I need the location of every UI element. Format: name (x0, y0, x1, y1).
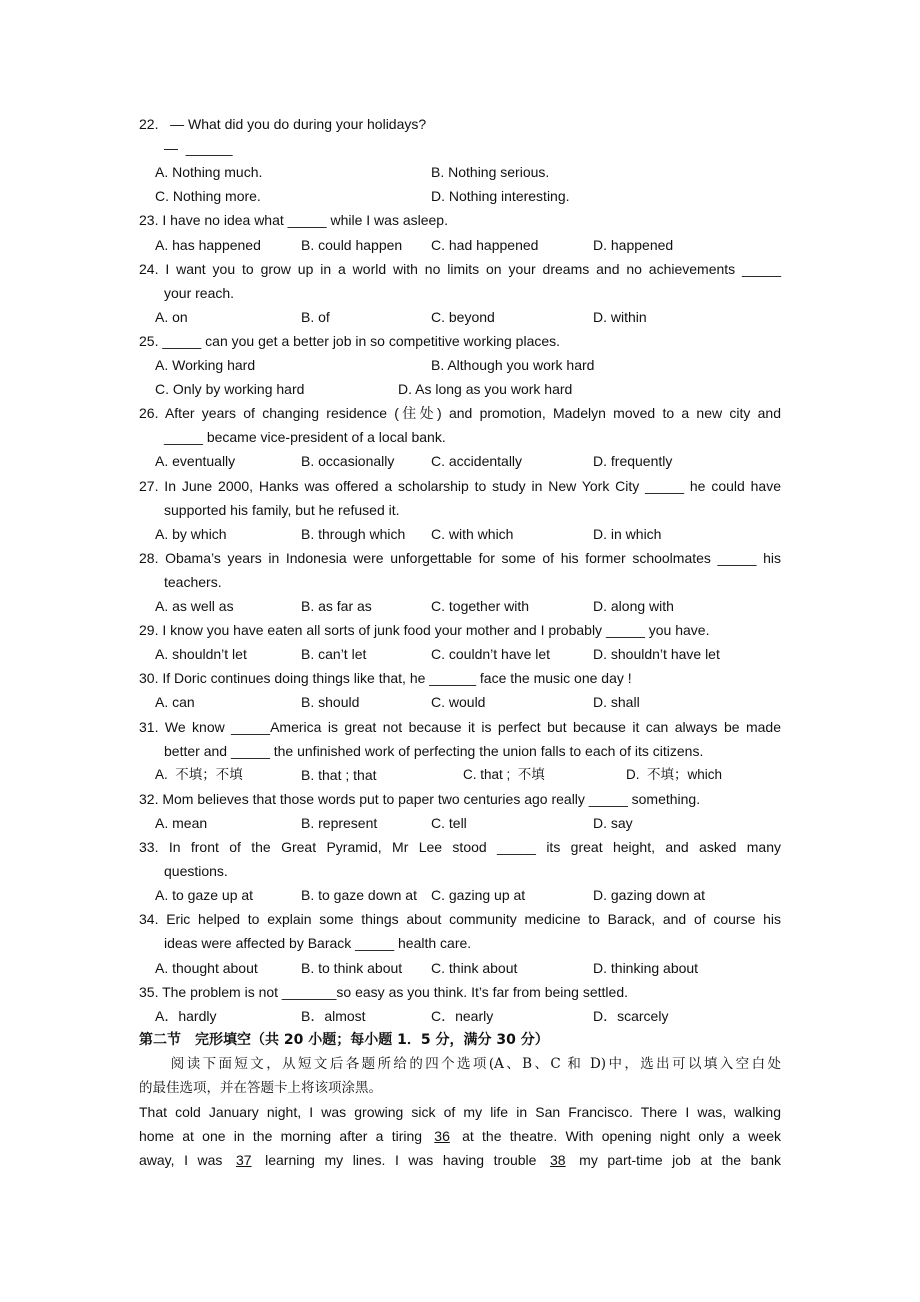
passage-line (139, 1102, 781, 1122)
answer-option: D. say (593, 814, 633, 831)
answer-option: A. shouldn’t let (155, 646, 247, 663)
answer-options-row (0, 958, 920, 978)
answer-options-row (0, 379, 920, 399)
answer-option: B. represent (301, 814, 378, 831)
question-text: 32. Mom believes that those words put to paper two centuries ago really _____ something. (139, 790, 701, 807)
answer-option: D. frequently (593, 453, 673, 470)
cloze-blank: 36 (434, 1128, 450, 1145)
answer-option: C. think about (431, 959, 518, 976)
answer-option: C. Only by working hard (155, 381, 305, 398)
question-continuation: ideas were affected by Barack _____ health care. (164, 935, 472, 952)
answer-option: A. Working hard (155, 357, 256, 373)
answer-option: A. mean (155, 814, 208, 831)
answer-option: A. by which (155, 525, 227, 542)
question-continuation: teachers. (164, 573, 222, 590)
answer-option: C. gazing up at (431, 887, 526, 904)
answer-option: A. Nothing much. (155, 164, 263, 181)
question-text: 34. Eric helped to explain some things about community medicine to Barack, and of course his (139, 911, 781, 928)
answer-option: B. Although you work hard (431, 357, 595, 373)
answer-options-row (0, 885, 920, 905)
question-text: 22. — What did you do during your holidays? (139, 116, 427, 132)
answer-option: D. shouldn’t have let (593, 646, 720, 663)
answer-option: B. as far as (301, 598, 372, 614)
answer-options-row (0, 644, 920, 664)
answer-options-row (0, 235, 920, 255)
answer-option: B. to gaze down at (301, 887, 417, 904)
answer-options-row (0, 813, 920, 833)
answer-option: A. thought about (155, 959, 258, 976)
answer-option: A. eventually (155, 453, 236, 470)
question-text: 35. The problem is not _______so easy as you think. It’s far from being settled. (139, 983, 628, 1000)
answer-option: D. in which (593, 525, 662, 542)
answer-option: B. occasionally (301, 453, 395, 470)
answer-option: B. should (301, 694, 360, 711)
question-continuation: better and _____ the unfinished work of perfecting the union falls to each of its citizens. (164, 742, 704, 759)
answer-option: D. gazing down at (593, 887, 706, 904)
passage-text: away, I was (139, 1152, 232, 1169)
answer-option: D. shall (593, 694, 640, 711)
question-continuation: _____ became vice-president of a local bank. (164, 429, 446, 446)
question-text: 28. Obama’s years in Indonesia were unforgettable for some of his former schoolmates _____ his (139, 549, 781, 566)
answer-option: B. through which (301, 525, 406, 542)
passage-text: at the theatre. With opening night only a week (462, 1128, 781, 1145)
answer-option: B. that ; that (301, 766, 377, 783)
question-text: 33. In front of the Great Pyramid, Mr Lee stood _____ its great height, and asked many (139, 839, 781, 855)
cloze-blank: 37 (235, 1152, 252, 1169)
answer-option: C. that ; 不填 (463, 766, 545, 782)
answer-option: B. to think about (301, 959, 403, 976)
passage-text: home at one in the morning after a tiring (139, 1128, 431, 1145)
passage-line (139, 1126, 781, 1146)
answer-options-row (0, 451, 920, 471)
instruction-text: 的最佳选项，并在答题卡上将该项涂黑。 (139, 1080, 382, 1096)
answer-option: C. beyond (431, 308, 495, 325)
answer-options-row (0, 162, 920, 182)
question-text: 26. After years of changing residence (住处) and promotion, Madelyn moved to a new city and (139, 405, 781, 422)
instruction-text: 阅读下面短文，从短文后各题所给的四个选项(A、B、C 和 D)中，选出可以填入空白处 (139, 1055, 781, 1072)
passage-text: learning my lines. I was having trouble (265, 1152, 547, 1169)
answer-option: B．almost (301, 1007, 366, 1024)
question-text: 27. In June 2000, Hanks was offered a scholarship to study in New York City _____ he could have (139, 477, 781, 494)
answer-option: B. can’t let (301, 646, 367, 663)
answer-option: C. couldn’t have let (431, 646, 551, 663)
question-continuation: your reach. (164, 284, 235, 301)
answer-option: A．hardly (155, 1007, 217, 1024)
question-text: 24. I want you to grow up in a world with no limits on your dreams and no achievements _____ (139, 260, 781, 277)
answer-option: C. with which (431, 525, 514, 542)
answer-option: B. of (301, 308, 330, 325)
cloze-blank: 38 (550, 1152, 566, 1169)
answer-options-row (0, 524, 920, 544)
question-text: 25. _____ can you get a better job in so competitive working places. (139, 332, 561, 349)
answer-option: B. Nothing serious. (431, 164, 550, 181)
section-heading: 第二节 完形填空（共 20 小题；每小题 1．5 分，满分 30 分） (139, 1031, 549, 1048)
answer-option: D. within (593, 308, 647, 325)
answer-option: A. 不填；不填 (155, 766, 243, 782)
question-text: 30. If Doric continues doing things like that, he ______ face the music one day ! (139, 670, 632, 687)
answer-option: B. could happen (301, 236, 403, 253)
answer-option: D. Nothing interesting. (431, 188, 570, 205)
answer-options-row (0, 307, 920, 327)
passage-text: my part-time job at the bank (579, 1152, 782, 1169)
answer-option: C. accidentally (431, 453, 523, 470)
passage-line (139, 1150, 781, 1170)
answer-options-row (0, 355, 920, 375)
answer-options-row (0, 765, 920, 785)
question-text: 31. We know _____America is great not because it is perfect but because it can always be made (139, 718, 781, 735)
answer-option: D. As long as you work hard (398, 381, 573, 398)
answer-option: A. on (155, 308, 188, 325)
answer-option: C. had happened (431, 236, 539, 253)
answer-option: C．nearly (431, 1007, 494, 1024)
question-continuation: questions. (164, 863, 228, 880)
passage-text: That cold January night, I was growing sick of my life in San Francisco. There I was, walking (139, 1104, 781, 1121)
answer-options-row (0, 596, 920, 616)
answer-option: D．scarcely (593, 1007, 669, 1024)
answer-option: D. thinking about (593, 959, 699, 976)
answer-options-row (0, 186, 920, 206)
reply-blank: — ______ (164, 140, 233, 157)
answer-option: D. 不填；which (626, 766, 723, 782)
answer-option: A. can (155, 694, 195, 711)
answer-option: A. has happened (155, 236, 261, 253)
question-text: 29. I know you have eaten all sorts of junk food your mother and I probably _____ you have. (139, 622, 710, 639)
answer-option: C. would (431, 694, 486, 711)
answer-option: D. happened (593, 236, 674, 253)
answer-option: A. as well as (155, 598, 234, 614)
question-text: 23. I have no idea what _____ while I was asleep. (139, 212, 448, 229)
question-continuation: supported his family, but he refused it. (164, 501, 400, 518)
answer-option: C. tell (431, 814, 467, 831)
answer-option: C. Nothing more. (155, 188, 261, 205)
answer-option: A. to gaze up at (155, 887, 254, 904)
answer-options-row (0, 692, 920, 712)
answer-option: C. together with (431, 598, 530, 614)
answer-options-row (0, 1006, 920, 1026)
answer-option: D. along with (593, 598, 674, 614)
